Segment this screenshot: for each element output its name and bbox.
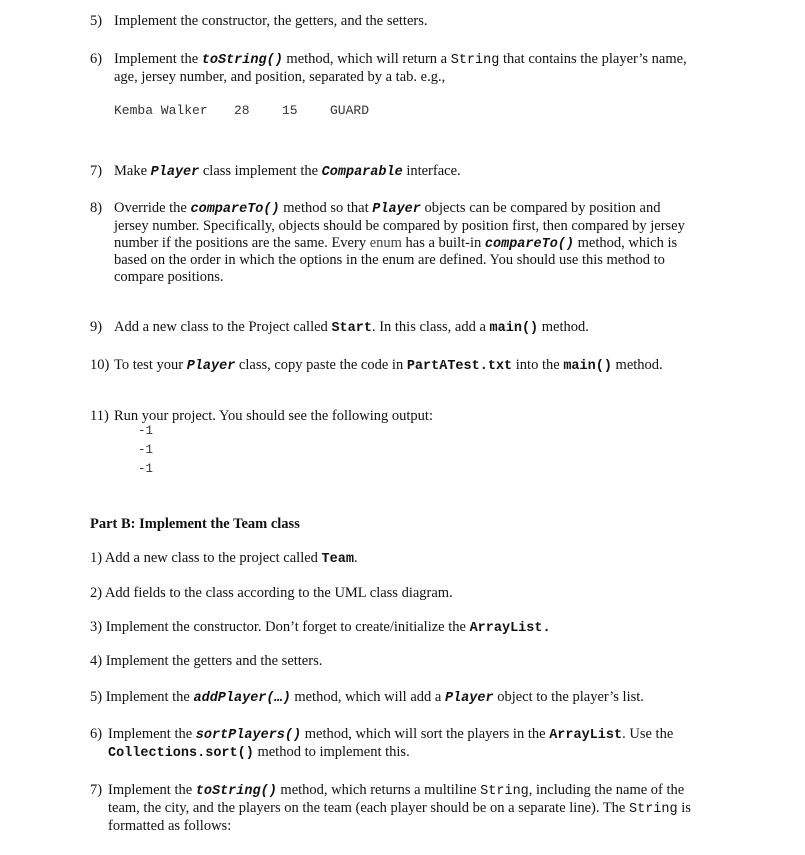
code-main: main() <box>563 359 612 374</box>
step-text-cont: team, the city, and the players on the team (each player should be on a separate line). The String is <box>108 800 691 817</box>
step-text: 3) Implement the constructor. Don’t forget to create/initialize the ArrayList. <box>90 619 551 636</box>
step-text: Implement the sortPlayers() method, which will sort the players in the ArrayList. Use the <box>108 726 674 743</box>
code-player: Player <box>372 202 421 217</box>
code-arraylist: ArrayList <box>549 728 623 743</box>
step-text: 1) Add a new class to the project called Team. <box>90 550 358 567</box>
step-number: 6) <box>90 726 103 742</box>
code-compareto: compareTo() <box>190 202 280 217</box>
step-text-cont: Collections.sort() method to implement this. <box>108 744 410 761</box>
code-collections-sort: Collections.sort() <box>108 746 254 761</box>
step-number: 5) <box>90 13 103 29</box>
step-number: 10) <box>90 357 110 373</box>
code-tostring: toString() <box>201 53 283 68</box>
step-number: 8) <box>90 200 103 216</box>
step-text: To test your Player class, copy paste the code in PartATest.txt into the main() method. <box>114 357 663 374</box>
step-text: 2) Add fields to the class according to the UML class diagram. <box>90 585 453 601</box>
example-age: 28 <box>234 103 250 118</box>
code-player: Player <box>186 359 236 374</box>
code-comparable: Comparable <box>321 165 403 180</box>
code-string: String <box>629 802 678 817</box>
section-heading: Part B: Implement the Team class <box>90 516 300 532</box>
code-main: main() <box>489 321 539 336</box>
code-compareto: compareTo() <box>484 237 575 252</box>
code-partatest: PartATest.txt <box>406 359 513 374</box>
step-text: 5) Implement the addPlayer(…) method, which will add a Player object to the player’s list. <box>90 689 644 706</box>
code-addplayer: addPlayer(…) <box>193 691 291 706</box>
step-text: Implement the constructor, the getters, and the setters. <box>114 13 428 29</box>
code-string: String <box>450 53 500 68</box>
code-player: Player <box>444 691 494 706</box>
code-string: String <box>480 784 529 799</box>
code-team: Team <box>233 516 268 532</box>
step-text: Override the compareTo() method so that Player objects can be compared by position and <box>114 200 661 217</box>
example-jersey: 15 <box>282 103 298 118</box>
code-team: Team <box>321 552 354 567</box>
step-text-cont: based on the order in which the options in the enum are defined. You should use this method to <box>114 252 665 268</box>
code-tostring: toString() <box>195 784 277 799</box>
code-player: Player <box>150 165 200 180</box>
output-line: -1 <box>138 424 154 438</box>
example-name: Kemba Walker <box>114 103 208 118</box>
example-position: GUARD <box>330 103 370 118</box>
output-line: -1 <box>138 462 154 476</box>
step-number: 9) <box>90 319 103 335</box>
step-text: Implement the toString() method, which will return a String that contains the player’s name, <box>114 51 687 68</box>
step-text: Add a new class to the Project called Start. In this class, add a main() method. <box>114 319 589 336</box>
step-text: Implement the toString() method, which returns a multiline String, including the name of the <box>108 782 685 799</box>
step-number: 6) <box>90 51 103 67</box>
code-sortplayers: sortPlayers() <box>195 728 302 743</box>
code-start: Start <box>331 321 372 336</box>
step-text: 4) Implement the getters and the setters. <box>90 653 323 669</box>
step-number: 7) <box>90 163 103 179</box>
step-text-cont: number if the positions are the same. Every enum has a built-in compareTo() method, which is <box>114 235 678 252</box>
code-arraylist: ArrayList <box>469 621 543 636</box>
step-number: 7) <box>90 782 103 798</box>
step-text-cont: formatted as follows: <box>108 818 232 834</box>
enum-word: enum <box>369 235 402 251</box>
step-text-cont: compare positions. <box>114 269 224 285</box>
step-number: 11) <box>90 408 109 424</box>
step-text-cont: jersey number. Specifically, objects should be compared by position first, then compared by jersey <box>114 218 685 234</box>
step-text-cont: age, jersey number, and position, separated by a tab. e.g., <box>114 69 446 85</box>
step-text: Make Player class implement the Comparable interface. <box>114 163 461 180</box>
step-text: Run your project. You should see the following output: <box>114 408 433 424</box>
output-line: -1 <box>138 443 154 457</box>
